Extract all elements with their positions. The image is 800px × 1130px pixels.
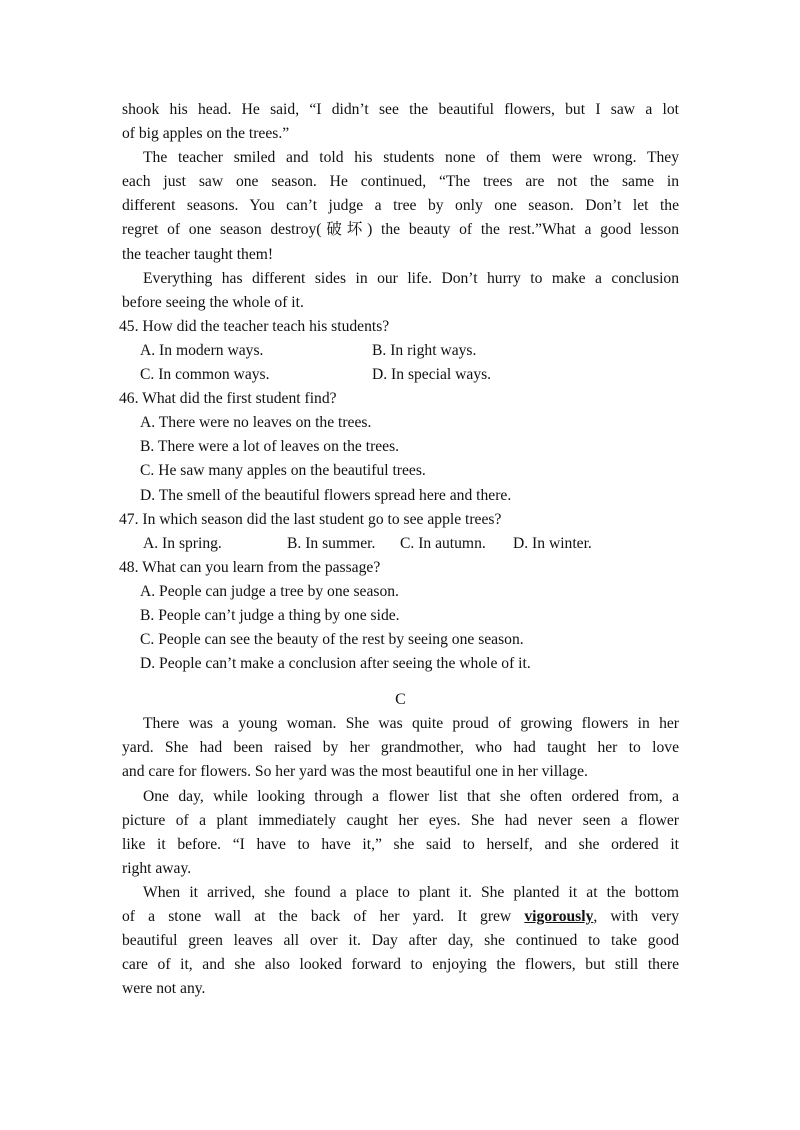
question-stem: 48. What can you learn from the passage? [119, 558, 381, 576]
text-line: care of it, and she also looked forward to enjoying the flowers, but still there [122, 956, 679, 974]
passage-c-paragraph-1 [122, 712, 679, 784]
question-47 [119, 508, 679, 556]
question-46 [119, 387, 679, 507]
option-b: B. In right ways. [372, 341, 477, 359]
option-d: D. In special ways. [372, 366, 492, 384]
text-line: of big apples on the trees.” [122, 125, 290, 143]
text-line: picture of a plant immediately caught her eyes. She had never seen a flower [122, 811, 679, 829]
text-line: There was a young woman. She was quite proud of growing flowers in her [143, 715, 679, 733]
passage-c-paragraph-2 [122, 785, 679, 881]
question-48 [119, 556, 679, 676]
text-line: Everything has different sides in our life. Don’t hurry to make a conclusion [143, 269, 679, 287]
option-c: C. He saw many apples on the beautiful trees. [140, 462, 426, 480]
passage-b-paragraph-2 [122, 146, 679, 266]
text-segment: of a stone wall at the back of her yard. It grew [122, 908, 525, 925]
text-line: One day, while looking through a flower list that she often ordered from, a [143, 787, 679, 805]
text-line [122, 905, 679, 929]
options-row [119, 339, 679, 363]
text-line: were not any. [122, 980, 206, 998]
option-d: D. People can’t make a conclusion after seeing the whole of it. [140, 655, 531, 673]
options-row [119, 363, 679, 387]
question-stem: 47. In which season did the last student go to see apple trees? [119, 510, 502, 528]
options-row [119, 532, 679, 556]
text-line: shook his head. He said, “I didn’t see the beautiful flowers, but I saw a lot [122, 101, 679, 118]
text-line: right away. [122, 859, 192, 877]
passage-c-paragraph-3 [122, 881, 679, 1001]
option-d: D. In winter. [513, 534, 592, 552]
section-heading: C [395, 691, 406, 709]
text-line: regret of one season destroy(破坏) the beauty of the rest.”What a good lesson [122, 221, 679, 239]
text-line: different seasons. You can’t judge a tree by only one season. Don’t let the [122, 197, 679, 215]
text-line: When it arrived, she found a place to plant it. She planted it at the bottom [143, 883, 679, 901]
passage-b-paragraph-3 [122, 267, 679, 315]
option-b: B. There were a lot of leaves on the trees. [140, 438, 400, 456]
option-d: D. The smell of the beautiful flowers spread here and there. [140, 486, 512, 504]
passage-b-paragraph-1 [122, 98, 679, 146]
option-c: C. In autumn. [400, 534, 486, 552]
option-b: B. In summer. [287, 534, 376, 552]
option-a: A. In modern ways. [140, 341, 264, 359]
option-b: B. People can’t judge a thing by one side. [140, 606, 400, 624]
question-stem: 45. How did the teacher teach his students? [119, 317, 390, 335]
text-line: like it before. “I have to have it,” she said to herself, and she ordered it [122, 835, 679, 853]
question-stem: 46. What did the first student find? [119, 390, 337, 408]
text-segment: , with very [593, 908, 679, 925]
option-c: C. In common ways. [140, 366, 270, 384]
highlighted-word: vigorously [524, 908, 594, 925]
option-a: A. In spring. [143, 534, 222, 552]
text-line: the teacher taught them! [122, 245, 274, 263]
text-line: beautiful green leaves all over it. Day after day, she continued to take good [122, 932, 679, 950]
document-page [119, 98, 679, 1001]
text-line: The teacher smiled and told his students none of them were wrong. They [143, 149, 679, 167]
text-line: and care for flowers. So her yard was the most beautiful one in her village. [122, 763, 588, 781]
option-c: C. People can see the beauty of the rest by seeing one season. [140, 631, 524, 649]
text-line: yard. She had been raised by her grandmother, who had taught her to love [122, 739, 679, 757]
option-a: A. There were no leaves on the trees. [140, 414, 372, 432]
text-line: each just saw one season. He continued, “The trees are not the same in [122, 173, 679, 191]
text-line: before seeing the whole of it. [122, 293, 304, 311]
question-45 [119, 315, 679, 387]
option-a: A. People can judge a tree by one season. [140, 582, 399, 600]
